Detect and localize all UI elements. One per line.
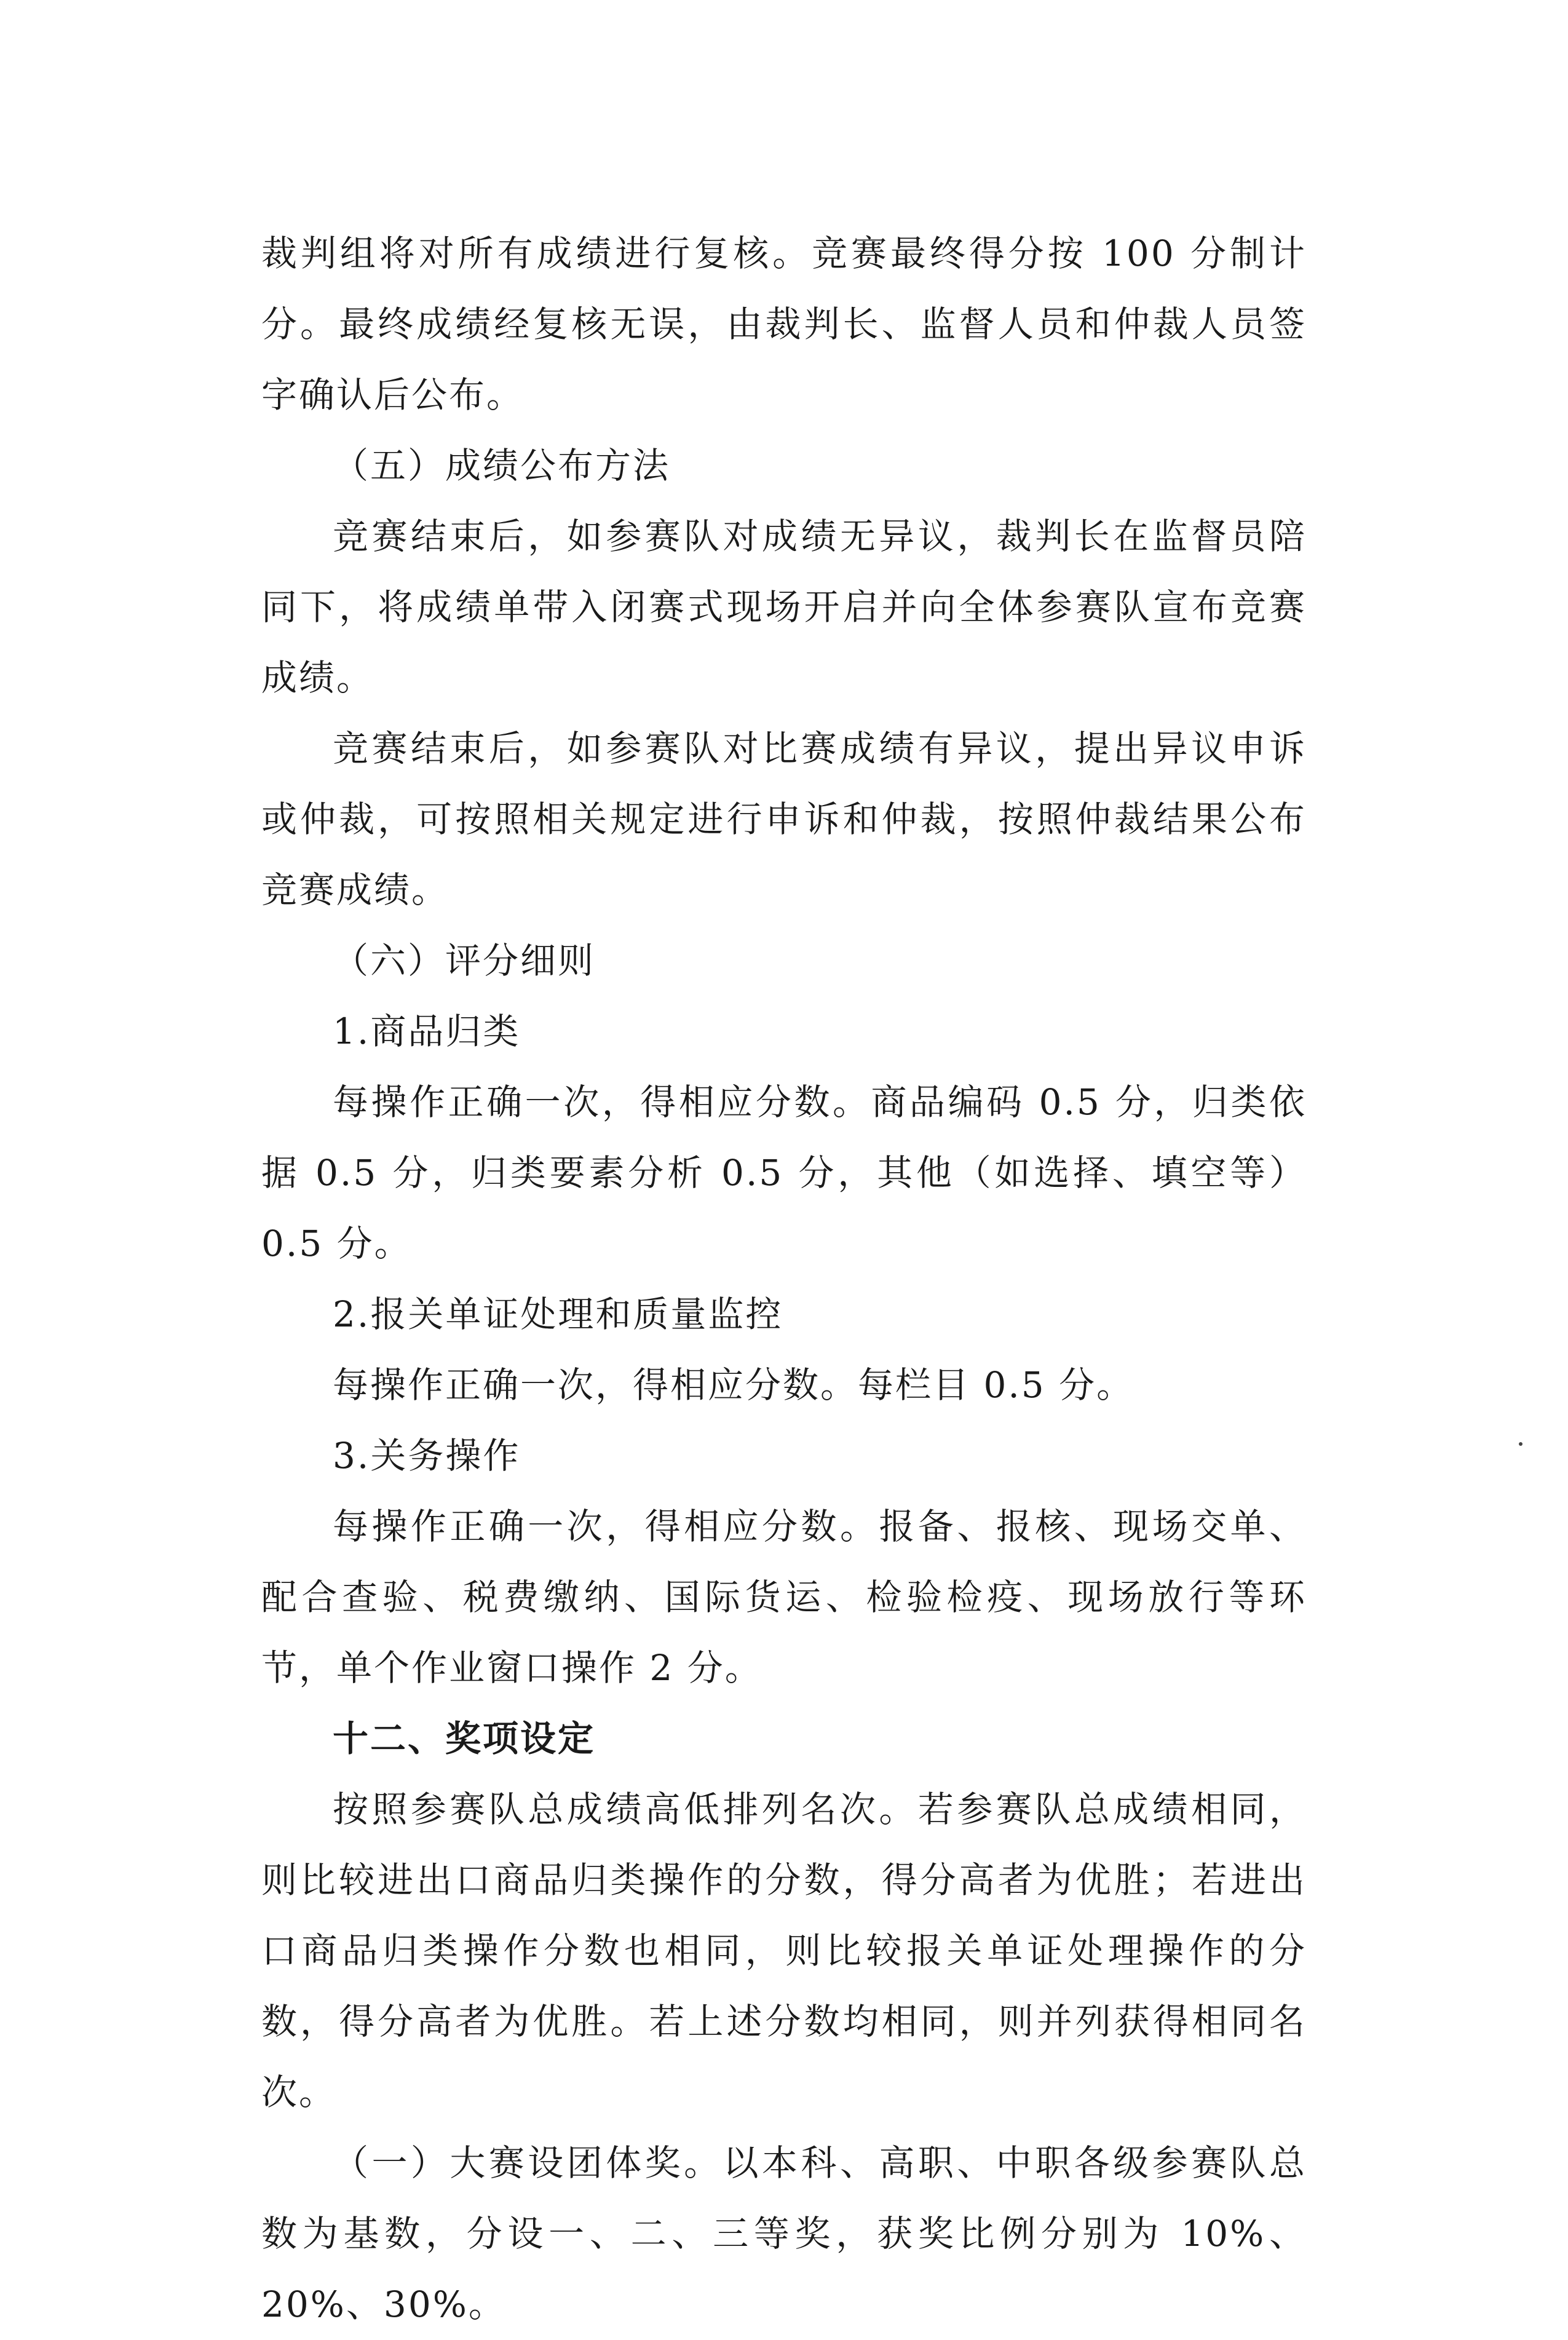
section-heading: 十二、奖项设定 (333, 1718, 596, 1759)
body-paragraph: 每操作正确一次，得相应分数。报备、报核、现场交单、配合查验、税费缴纳、国际货运、检验检疫、现场放行等环节，单个作业窗口操作 2 分。 (261, 1505, 1307, 1689)
body-paragraph: 竞赛结束后，如参赛队对比赛成绩有异议，提出异议申诉或仲裁，可按照相关规定进行申诉和仲裁，按照仲裁结果公布竞赛成绩。 (261, 728, 1307, 911)
section-subheading: （五）成绩公布方法 (333, 445, 671, 486)
body-paragraph: 每操作正确一次，得相应分数。每栏目 0.5 分。 (333, 1364, 1134, 1406)
item-heading: 2.报关单证处理和质量监控 (333, 1293, 783, 1335)
section-subheading: （六）评分细则 (333, 940, 596, 982)
document-body (261, 218, 1307, 2340)
body-paragraph: 按照参赛队总成绩高低排列名次。若参赛队总成绩相同，则比较进出口商品归类操作的分数，得分高者为优胜；若进出口商品归类操作分数也相同，则比较报关单证处理操作的分数，得分高者为优胜。若上述分数均相同，则并列获得相同名次。 (261, 1788, 1307, 2113)
body-paragraph: 竞赛结束后，如参赛队对成绩无异议，裁判长在监督员陪同下，将成绩单带入闭赛式现场开启并向全体参赛队宣布竞赛成绩。 (261, 515, 1307, 699)
body-paragraph: （一）大赛设团体奖。以本科、高职、中职各级参赛队总数为基数，分设一、二、三等奖，获奖比例分别为 10%、20%、30%。 (261, 2142, 1307, 2325)
scan-speck (1519, 1442, 1522, 1446)
item-heading: 3.关务操作 (333, 1435, 521, 1477)
item-heading: 1.商品归类 (333, 1010, 521, 1052)
body-paragraph: 裁判组将对所有成绩进行复核。竞赛最终得分按 100 分制计分。最终成绩经复核无误，由裁判长、监督人员和仲裁人员签字确认后公布。 (261, 232, 1307, 416)
body-paragraph: 每操作正确一次，得相应分数。商品编码 0.5 分，归类依据 0.5 分，归类要素分析 0.5 分，其他（如选择、填空等）0.5 分。 (261, 1081, 1307, 1264)
